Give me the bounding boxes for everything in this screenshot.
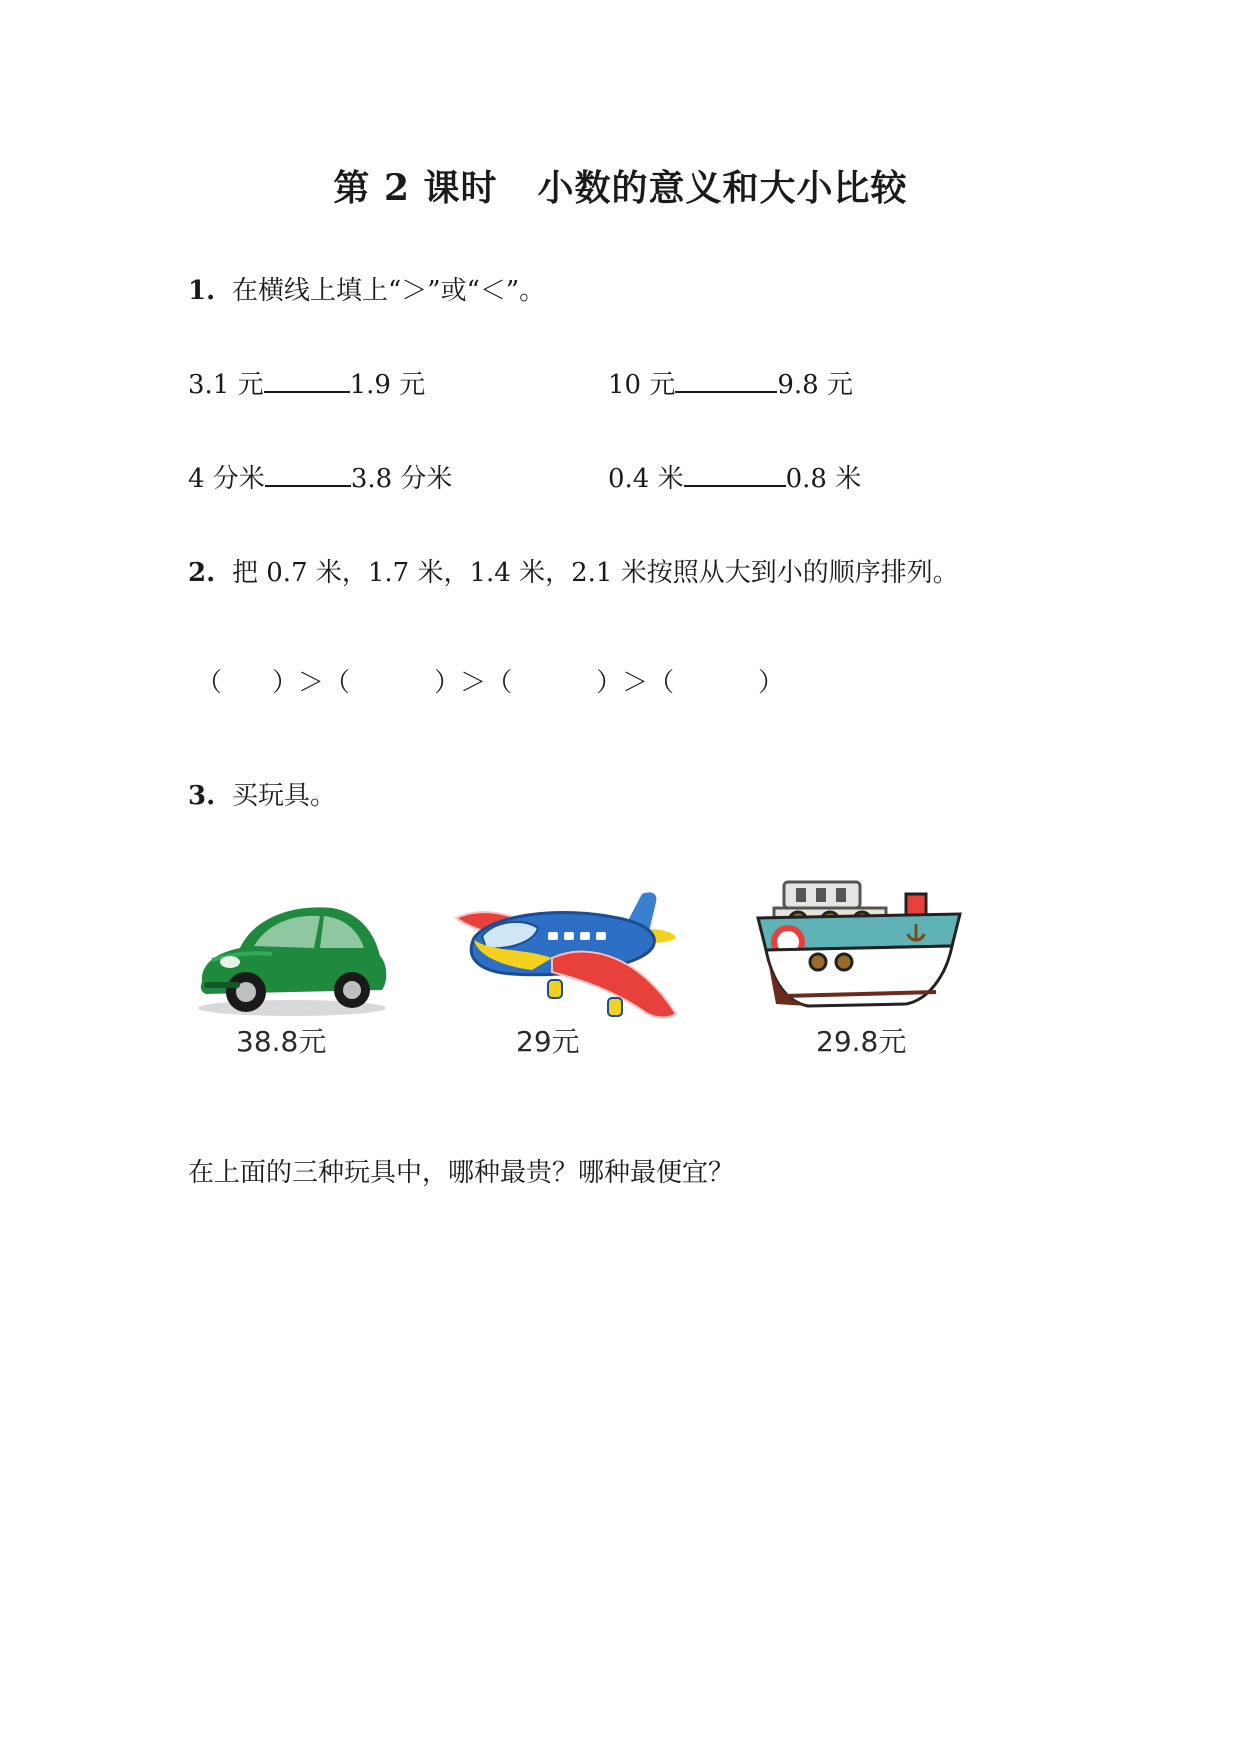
ship-price: 29.8元 — [816, 1025, 907, 1058]
question-1-prompt: 在横线上填上“＞”或“＜”。 — [232, 276, 546, 306]
paren-close: ） — [758, 668, 785, 698]
compare-item-2 — [608, 364, 853, 401]
ship-icon — [756, 876, 966, 1016]
car-icon — [192, 890, 392, 1020]
answer-blank[interactable] — [265, 463, 351, 487]
question-3-prompt: 买玩具。 — [232, 781, 337, 811]
compare-item-3 — [188, 458, 452, 495]
paren-open: （ — [196, 668, 223, 698]
answer-blank[interactable] — [264, 369, 350, 393]
question-3-number: 3. — [188, 781, 216, 811]
question-1 — [188, 270, 545, 307]
page-title — [0, 160, 1241, 211]
question-3 — [188, 775, 336, 812]
toy-question: 在上面的三种玩具中，哪种最贵？哪种最便宜？ — [188, 1158, 735, 1188]
ordering-answer-row — [196, 662, 784, 699]
greater-than-sign: ＞ — [622, 668, 649, 698]
question-2-number: 2. — [188, 558, 216, 588]
airplane-price: 29元 — [516, 1025, 580, 1058]
compare-item-1 — [188, 364, 425, 401]
paren-open: （ — [648, 668, 675, 698]
question-1-number: 1. — [188, 276, 216, 306]
paren-open: （ — [324, 668, 351, 698]
compare-right: 0.8 米 — [785, 464, 862, 494]
paren-close: ） — [434, 668, 461, 698]
compare-right: 3.8 分米 — [350, 464, 453, 494]
compare-right: 9.8 元 — [777, 370, 853, 400]
lesson-label: 第 2 课时 — [333, 167, 498, 209]
greater-than-sign: ＞ — [460, 668, 487, 698]
compare-left: 3.1 元 — [188, 370, 264, 400]
paren-close: ） — [596, 668, 623, 698]
car-price: 38.8元 — [236, 1025, 327, 1058]
lesson-topic: 小数的意义和大小比较 — [537, 167, 908, 209]
car-toy — [192, 890, 392, 1020]
compare-item-4 — [608, 458, 861, 495]
paren-open: （ — [486, 668, 513, 698]
compare-left: 0.4 米 — [608, 464, 684, 494]
answer-blank[interactable] — [684, 463, 786, 487]
airplane-icon — [452, 880, 682, 1030]
answer-blank[interactable] — [675, 369, 777, 393]
paren-close: ） — [272, 668, 299, 698]
question-2 — [188, 552, 959, 589]
question-2-prompt: 把 0.7 米，1.7 米，1.4 米，2.1 米按照从大到小的顺序排列。 — [232, 558, 959, 588]
compare-right: 1.9 元 — [349, 370, 426, 400]
compare-left: 10 元 — [608, 370, 676, 400]
ship-toy — [756, 876, 966, 1016]
compare-left: 4 分米 — [188, 464, 265, 494]
greater-than-sign: ＞ — [298, 668, 325, 698]
airplane-toy — [452, 880, 682, 1030]
